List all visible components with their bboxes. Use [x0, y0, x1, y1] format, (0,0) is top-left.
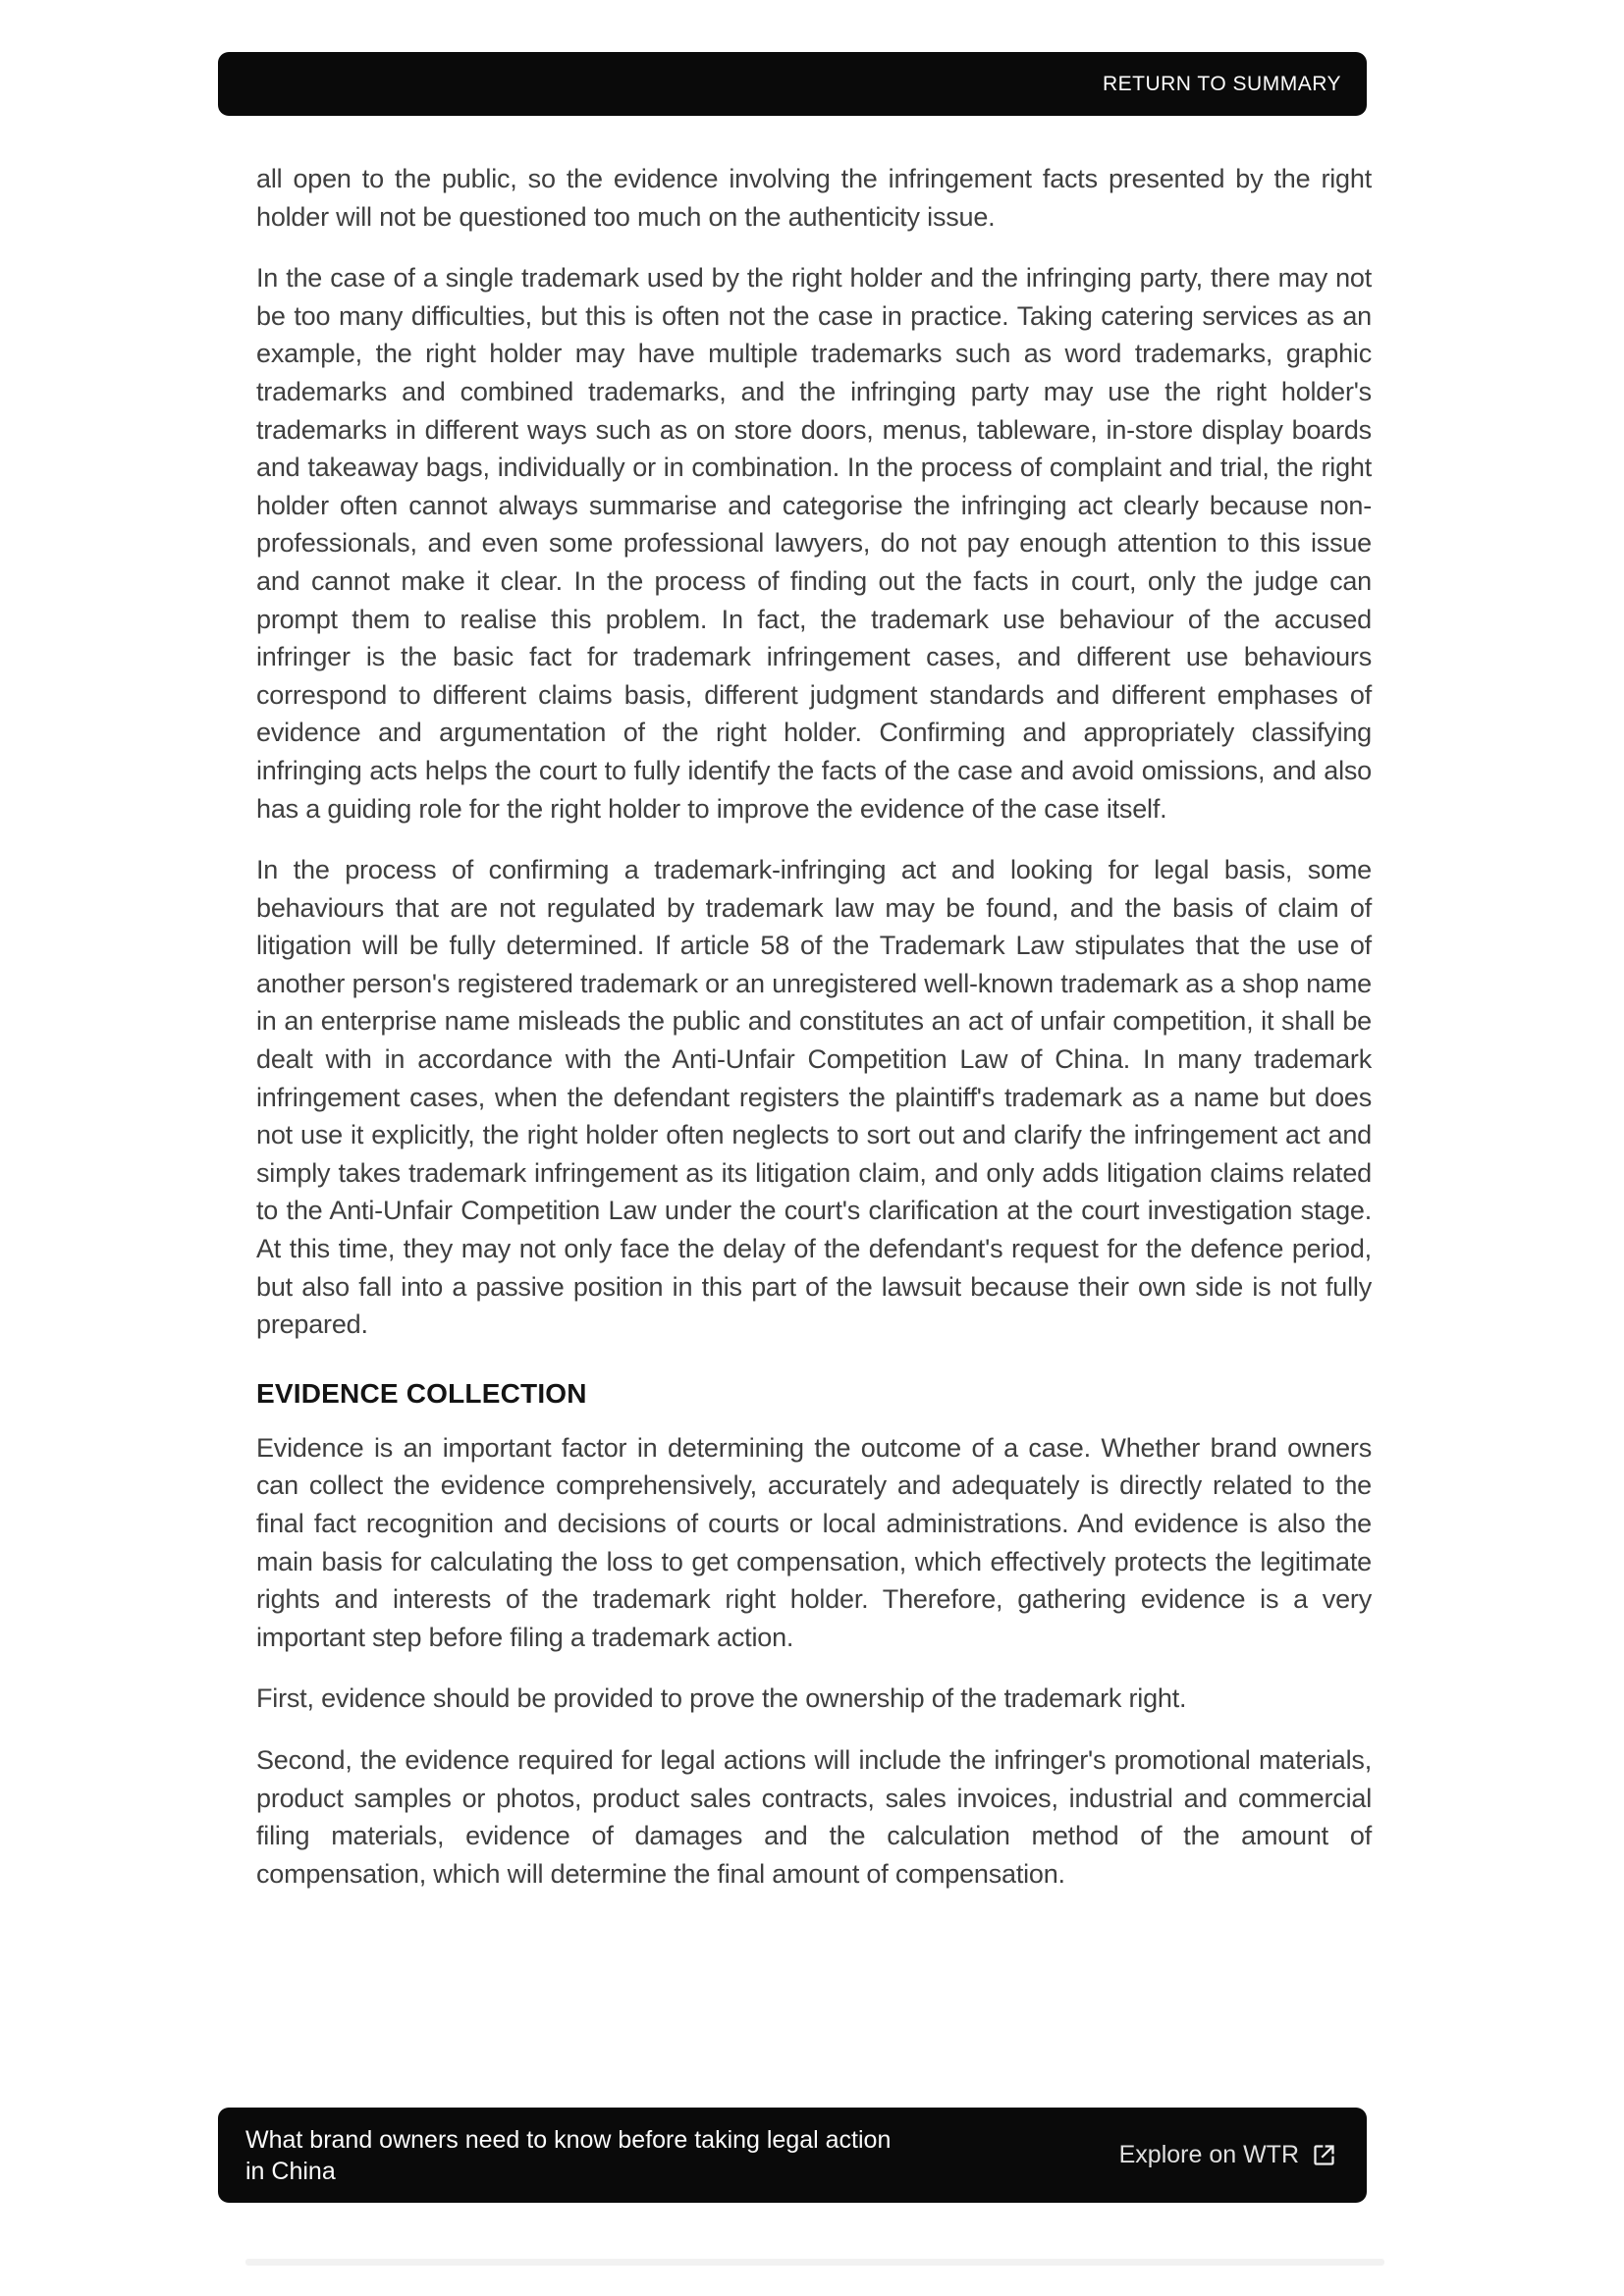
article-paragraph: Second, the evidence required for legal actions will include the infringer's promotional materials, product samples or photos, product sales contracts, sales invoices, industrial and commercial filing materials, evidence of damages and the calculation method of the amount of compensation, which will determine the final amount of compensation. — [256, 1744, 1372, 1889]
external-link-icon — [1311, 2142, 1337, 2168]
footer-title-line: What brand owners need to know before taking legal action — [245, 2125, 892, 2154]
article-paragraph: Evidence is an important factor in determining the outcome of a case. Whether brand owners can collect the evidence comprehensively, accurately and adequately is directly related to the final fact recognition and decisions of courts or local administrations. And evidence is also the main basis for calculating the loss to get compensation, which effectively protects the legitimate rights and interests of the trademark right holder. Therefore, gathering evidence is a very important step before filing a trademark action. — [256, 1432, 1372, 1652]
article-paragraph: all open to the public, so the evidence involving the infringement facts presented by the right holder will not be questioned too much on the authenticity issue. — [256, 164, 1372, 232]
footer-bar — [218, 2108, 1367, 2203]
footer-title-line: in China — [245, 2157, 336, 2185]
article-body — [256, 160, 1372, 1916]
section-heading-evidence-collection: EVIDENCE COLLECTION — [256, 1377, 587, 1409]
footer-article-title — [245, 2124, 891, 2187]
explore-on-wtr-link[interactable] — [1119, 2141, 1337, 2169]
article-paragraph: First, evidence should be provided to prove the ownership of the trademark right. — [256, 1683, 1187, 1714]
return-to-summary-button[interactable] — [218, 52, 1367, 116]
next-page-edge — [245, 2259, 1384, 2266]
article-paragraph: In the process of confirming a trademark-infringing act and looking for legal basis, some behaviours that are not regulated by trademark law may be found, and the basis of claim of litigation will be fully determined. If article 58 of the Trademark Law stipulates that the use of another person's registered trademark or an unregistered well-known trademark as a shop name in an enterprise name misleads the public and constitutes an act of unfair competition, it shall be dealt with in accordance with the Anti-Unfair Competition Law of China. In many trademark infringement cases, when the defendant registers the plaintiff's trademark as a name but does not use it explicitly, the right holder often neglects to sort out and clarify the infringement act and simply takes trademark infringement as its litigation claim, and only adds litigation claims related to the Anti-Unfair Competition Law under the court's clarification at the court investigation stage. At this time, they may not only face the delay of the defendant's request for the defence period, but also fall into a passive position in this part of the lawsuit because their own side is not fully prepared. — [256, 855, 1372, 1340]
return-to-summary-label: RETURN TO SUMMARY — [1102, 72, 1341, 95]
explore-on-wtr-label: Explore on WTR — [1118, 2141, 1299, 2168]
article-paragraph: In the case of a single trademark used by the right holder and the infringing party, there may not be too many difficulties, but this is often not the case in practice. Taking catering services as an example, the right holder may have multiple trademarks such as word trademarks, graphic trademarks and combined trademarks, and the infringing party may use the right holder's trademarks in different ways such as on store doors, menus, tableware, in-store display boards and takeaway bags, individually or in combination. In the process of complaint and trial, the right holder often cannot always summarise and categorise the infringing act clearly because non-professionals, and even some professional lawyers, do not pay enough attention to this issue and cannot make it clear. In the process of finding out the facts in court, only the judge can prompt them to realise this problem. In fact, the trademark use behaviour of the accused infringer is the basic fact for trademark infringement cases, and different use behaviours correspond to different claims basis, different judgment standards and different emphases of evidence and argumentation of the right holder. Confirming and appropriately classifying infringing acts helps the court to fully identify the facts of the case and avoid omissions, and also has a guiding role for the right holder to improve the evidence of the case itself. — [256, 263, 1372, 824]
